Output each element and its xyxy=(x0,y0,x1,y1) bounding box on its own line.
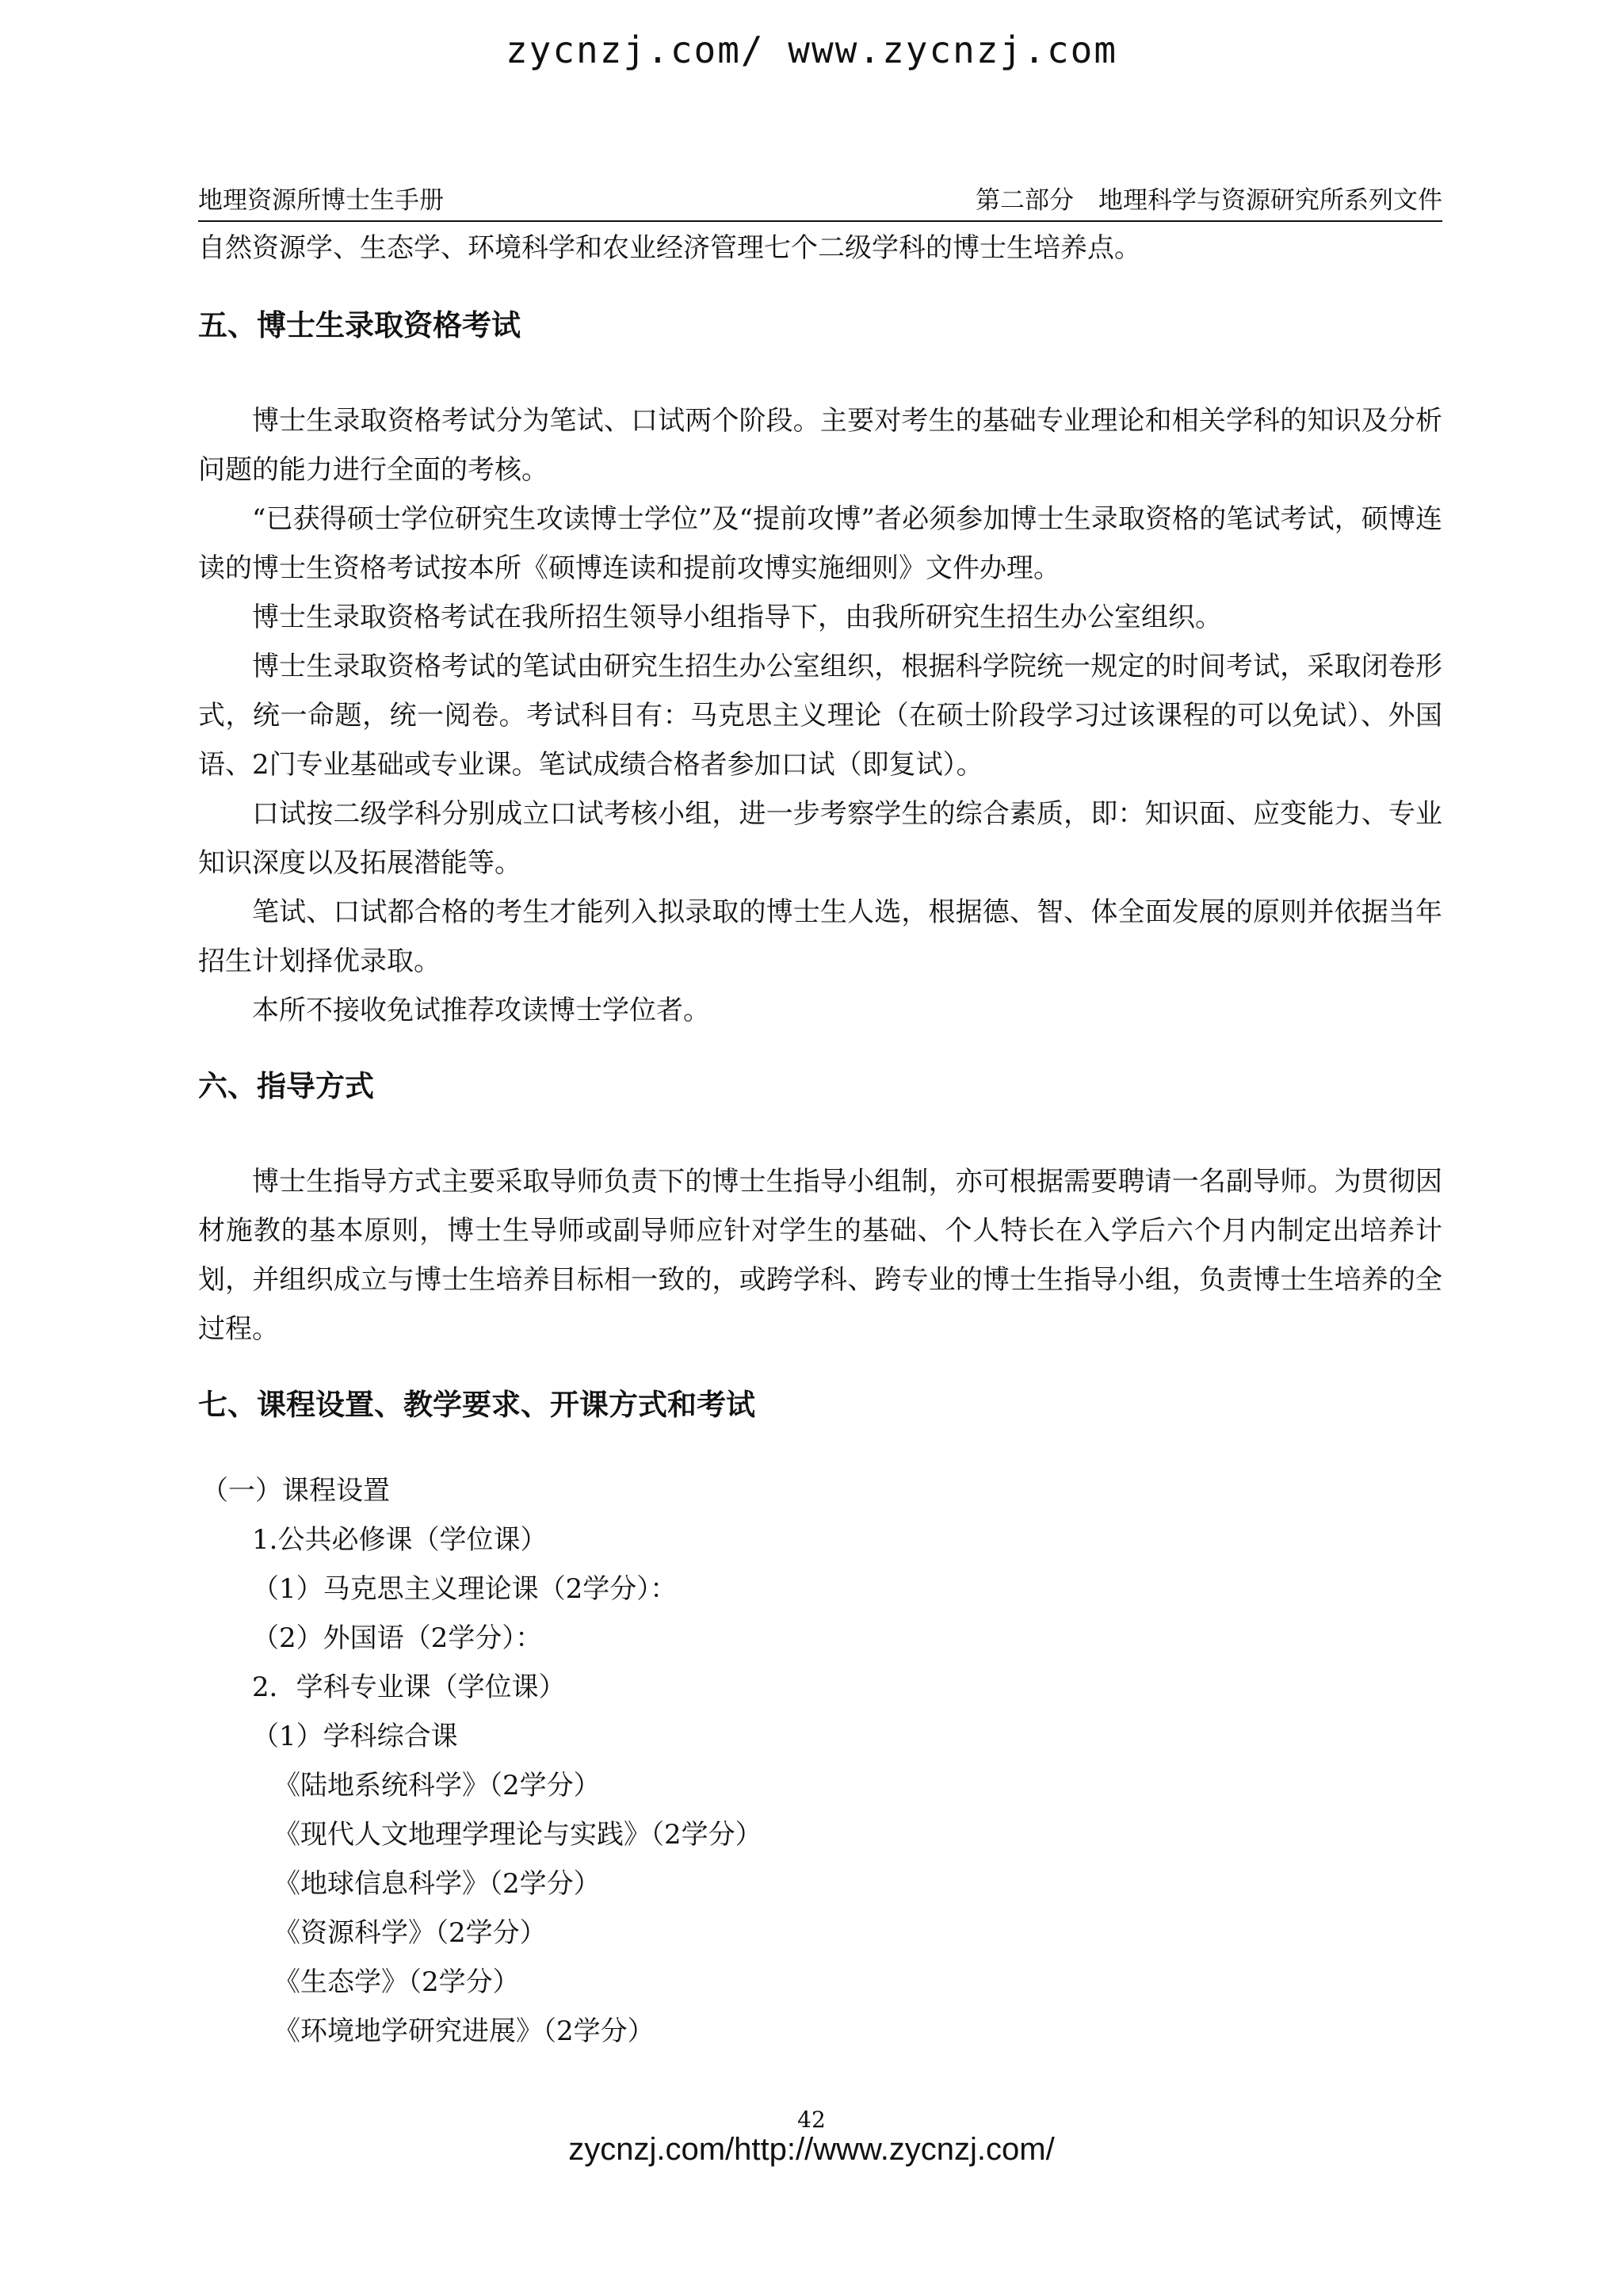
section-5-heading: 五、博士生录取资格考试 xyxy=(198,308,521,342)
section-5-paragraph-7: 本所不接收免试推荐攻读博士学位者。 xyxy=(252,995,710,1026)
list-item-comprehensive-courses: （1）学科综合课 xyxy=(252,1721,458,1752)
watermark-top: zycnzj.com/ www.zycnzj.com xyxy=(505,29,1118,71)
watermark-bottom: zycnzj.com/http://www.zycnzj.com/ xyxy=(568,2132,1055,2167)
header-left-title: 地理资源所博士生手册 xyxy=(198,186,444,215)
course-item: 《环境地学研究进展》（2学分） xyxy=(273,2015,655,2047)
paragraph-continuation: 自然资源学、生态学、环境科学和农业经济管理七个二级学科的博士生培养点。 xyxy=(198,232,1141,264)
course-item: 《资源科学》（2学分） xyxy=(273,1917,547,1949)
list-item-marxism: （1）马克思主义理论课（2学分）： xyxy=(252,1573,678,1605)
document-body xyxy=(198,223,1442,2056)
section-6-paragraph-1: 博士生指导方式主要采取导师负责下的博士生指导小组制，亦可根据需要聘请一名副导师。为贯彻因材施教的基本原则，博士生导师或副导师应针对学生的基础、个人特长在入学后六个月内制定出培养计划，并组织成立与博士生培养目标相一致的，或跨学科、跨专业的博士生指导小组，负责博士生培养的全过程。 xyxy=(198,1166,1442,1345)
subsection-course-setup: （一）课程设置 xyxy=(201,1475,390,1507)
section-7-heading: 七、课程设置、教学要求、开课方式和考试 xyxy=(198,1388,755,1422)
course-item: 《现代人文地理学理论与实践》（2学分） xyxy=(273,1819,762,1851)
course-item: 《生态学》（2学分） xyxy=(273,1966,520,1998)
course-item: 《地球信息科学》（2学分） xyxy=(273,1868,601,1900)
section-5-paragraph-6: 笔试、口试都合格的考生才能列入拟录取的博士生人选，根据德、智、体全面发展的原则并依据当年招生计划择优录取。 xyxy=(198,896,1442,977)
list-item-public-required: 1.公共必修课（学位课） xyxy=(252,1524,548,1556)
list-item-foreign-language: （2）外国语（2学分）： xyxy=(252,1622,543,1654)
section-5-paragraph-5: 口试按二级学科分别成立口试考核小组，进一步考察学生的综合素质，即：知识面、应变能力、专业知识深度以及拓展潜能等。 xyxy=(198,798,1442,879)
header-right-title: 第二部分 地理科学与资源研究所系列文件 xyxy=(976,186,1442,215)
page-number: 42 xyxy=(797,2107,826,2133)
section-5-paragraph-1: 博士生录取资格考试分为笔试、口试两个阶段。主要对考生的基础专业理论和相关学科的知识及分析问题的能力进行全面的考核。 xyxy=(198,405,1442,486)
list-item-discipline-courses: 2．学科专业课（学位课） xyxy=(252,1671,566,1703)
section-5-paragraph-2: “已获得硕士学位研究生攻读博士学位”及“提前攻博”者必须参加博士生录取资格的笔试考试，硕博连读的博士生资格考试按本所《硕博连读和提前攻博实施细则》文件办理。 xyxy=(198,503,1442,584)
course-item: 《陆地系统科学》（2学分） xyxy=(273,1770,601,1801)
section-6-heading: 六、指导方式 xyxy=(198,1069,374,1103)
section-5-paragraph-3: 博士生录取资格考试在我所招生领导小组指导下，由我所研究生招生办公室组织。 xyxy=(252,602,1222,633)
running-header xyxy=(198,176,1442,222)
section-5-paragraph-4: 博士生录取资格考试的笔试由研究生招生办公室组织，根据科学院统一规定的时间考试，采取闭卷形式，统一命题，统一阅卷。考试科目有：马克思主义理论（在硕士阶段学习过该课程的可以免试）、外国语、2门专业基础或专业课。笔试成绩合格者参加口试（即复试）。 xyxy=(198,651,1442,781)
